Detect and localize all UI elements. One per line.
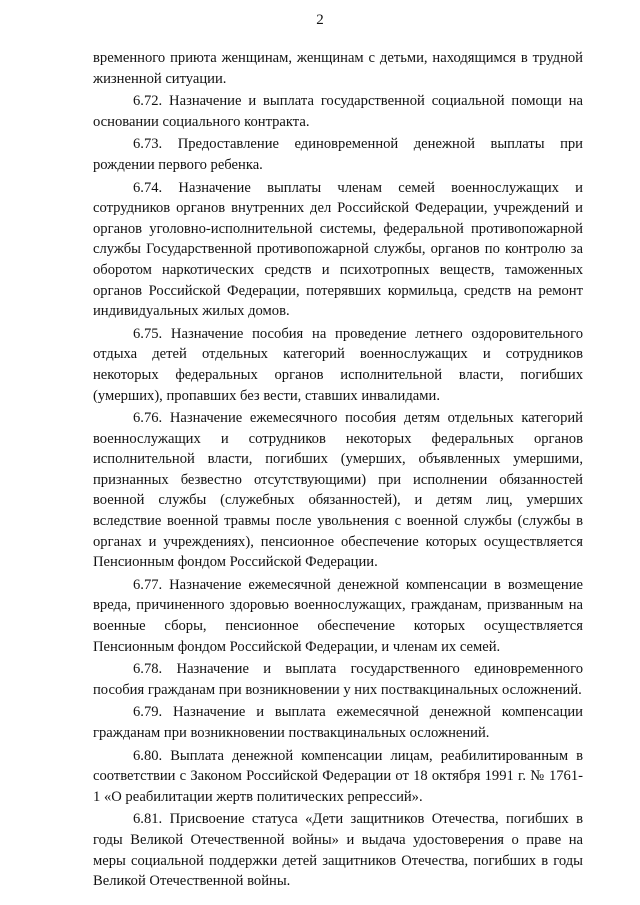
paragraph-continuation: временного приюта женщинам, женщинам с детьми, находящимся в трудной жизненной ситуации. xyxy=(93,50,583,87)
paragraph-6-76: 6.76. Назначение ежемесячного пособия детям отдельных категорий военнослужащих и сотрудников некоторых федеральных органов исполнительной власти, погибших (умерших, объявленных умершими, признанных безвестно отсутствующими) при исполнении обязанностей военной службы (служебных обязанностей), и детям лиц, умерших вследствие военной травмы после увольнения с военной службы (службы в органах и учреждениях), пенсионное обеспечение которых осуществляется Пенсионным фондом Российской Федерации. xyxy=(93,410,583,571)
paragraph-6-77: 6.77. Назначение ежемесячной денежной компенсации в возмещение вреда, причиненного здоровью военнослужащих, гражданам, призванным на военные сборы, пенсионное обеспечение которых осуществляется Пенсионным фондом Российской Федерации, и членам их семей. xyxy=(93,576,583,655)
document-body xyxy=(93,0,583,892)
paragraph-6-81: 6.81. Присвоение статуса «Дети защитников Отечества, погибших в годы Великой Отечественной войны» и выдача удостоверения о праве на меры социальной поддержки детей защитников Отечества, погибших в годы Великой Отечественной войны. xyxy=(93,811,583,890)
paragraph-6-75: 6.75. Назначение пособия на проведение летнего оздоровительного отдыха детей отдельных категорий военнослужащих и сотрудников некоторых федеральных органов исполнительной власти, погибших (умерших), пропавших без вести, ставших инвалидами. xyxy=(93,325,583,404)
paragraph-6-80: 6.80. Выплата денежной компенсации лицам, реабилитированным в соответствии с Законом Российской Федерации от 18 октября 1991 г. № 1761-1 «О реабилитации жертв политических репрессий». xyxy=(93,747,583,805)
paragraph-6-73: 6.73. Предоставление единовременной денежной выплаты при рождении первого ребенка. xyxy=(93,136,583,173)
paragraph-6-72: 6.72. Назначение и выплата государственной социальной помощи на основании социального контракта. xyxy=(93,93,583,130)
paragraph-6-74: 6.74. Назначение выплаты членам семей военнослужащих и сотрудников органов внутренних дел Российской Федерации, учреждений и органов уголовно-исполнительной системы, федеральной противопожарной службы Государственной противопожарной службы, органов по контролю за оборотом наркотических средств и психотропных веществ, таможенных органов Российской Федерации, потерявших кормильца, средств на ремонт индивидуальных жилых домов. xyxy=(93,179,583,320)
page-number: 2 xyxy=(316,12,324,28)
paragraph-6-79: 6.79. Назначение и выплата ежемесячной денежной компенсации гражданам при возникновении поствакцинальных осложнений. xyxy=(93,704,583,741)
paragraph-6-78: 6.78. Назначение и выплата государственного единовременного пособия гражданам при возникновении у них поствакцинальных осложнений. xyxy=(93,661,583,698)
